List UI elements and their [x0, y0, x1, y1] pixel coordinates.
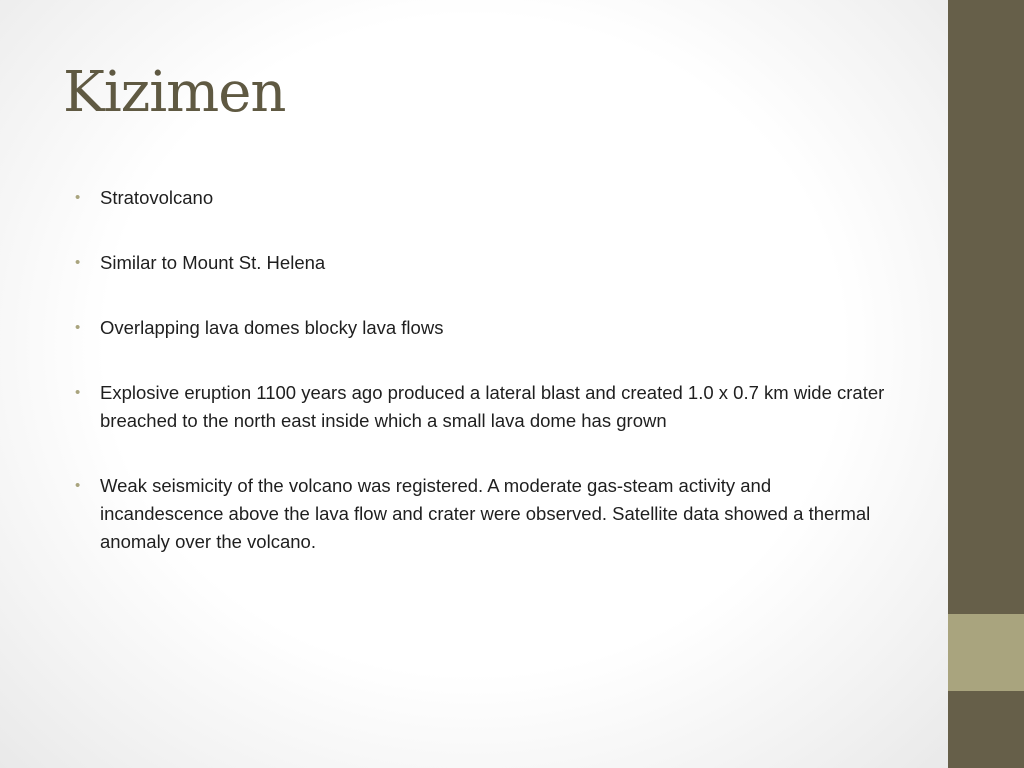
bullet-marker-icon: • — [75, 254, 81, 271]
bullet-marker-icon: • — [75, 384, 81, 401]
bullet-text: Overlapping lava domes blocky lava flows — [100, 317, 444, 338]
bullet-marker-icon: • — [75, 319, 81, 336]
bullet-text: Stratovolcano — [100, 187, 214, 208]
bullet-item — [75, 379, 895, 435]
bullet-text: Weak seismicity of the volcano was registered. A moderate gas-steam activity and incandescence above the lava flow and crater were observed. Satellite data showed a thermal anomaly over the volcano. — [100, 475, 871, 552]
bullet-text: Similar to Mount St. Helena — [100, 252, 326, 273]
bullet-text: Explosive eruption 1100 years ago produced a lateral blast and created 1.0 x 0.7 km wide crater breached to the north east inside which a small lava dome has grown — [100, 382, 885, 431]
bullet-item — [75, 314, 895, 342]
bullet-item — [75, 249, 895, 277]
bullet-marker-icon: • — [75, 189, 81, 206]
bullet-item — [75, 184, 895, 212]
bullet-item — [75, 472, 895, 556]
side-accent-block — [948, 614, 1024, 691]
bullet-marker-icon: • — [75, 477, 81, 494]
bullet-list — [75, 184, 895, 593]
slide-title: Kizimen — [63, 60, 286, 125]
